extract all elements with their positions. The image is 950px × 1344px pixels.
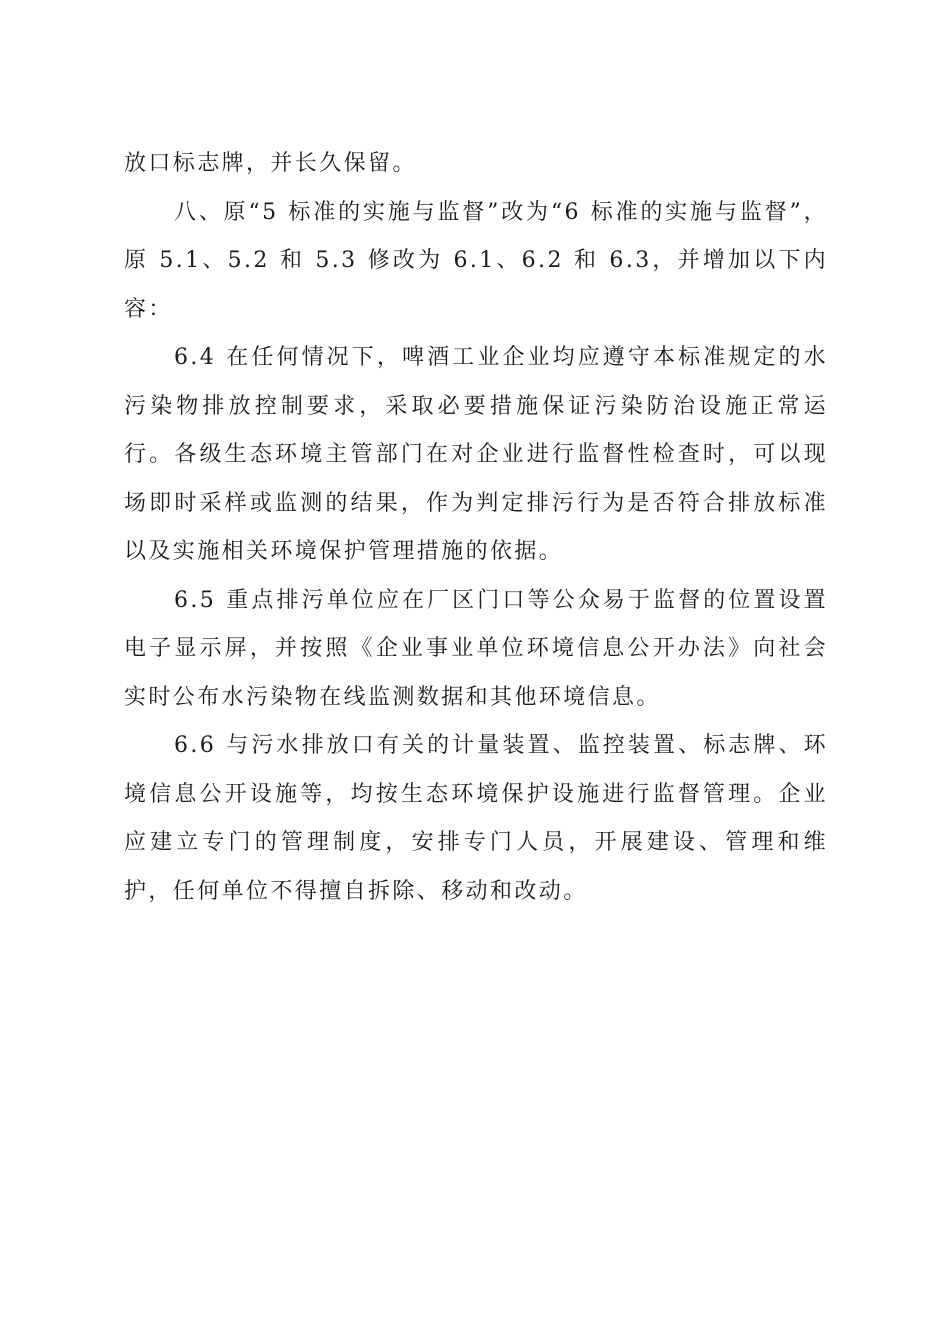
paragraph-clause-6-4: 6.4 在任何情况下，啤酒工业企业均应遵守本标准规定的水污染物排放控制要求，采取必要措施保证污染防治设施正常运行。各级生态环境主管部门在对企业进行监督性检查时，可以现场即时采样或监测的结果，作为判定排污行为是否符合排放标准以及实施相关环境保护管理措施的依据。	[124, 345, 828, 564]
paragraph-clause-6-5: 6.5 重点排污单位应在厂区门口等公众易于监督的位置设置电子显示屏，并按照《企业事业单位环境信息公开办法》向社会实时公布水污染物在线监测数据和其他环境信息。	[124, 587, 828, 710]
paragraph-continuation: 放口标志牌，并长久保留。	[124, 151, 417, 176]
paragraph-item-8: 八、原“5 标准的实施与监督”改为“6 标准的实施与监督”，原 5.1、5.2 和 5.3 修改为 6.1、6.2 和 6.3，并增加以下内容：	[124, 199, 828, 322]
document-body	[124, 140, 828, 916]
paragraph-clause-6-6: 6.6 与污水排放口有关的计量装置、监控装置、标志牌、环境信息公开设施等，均按生态环境保护设施进行监督管理。企业应建立专门的管理制度，安排专门人员，开展建设、管理和维护，任何单位不得擅自拆除、移动和改动。	[124, 733, 828, 904]
